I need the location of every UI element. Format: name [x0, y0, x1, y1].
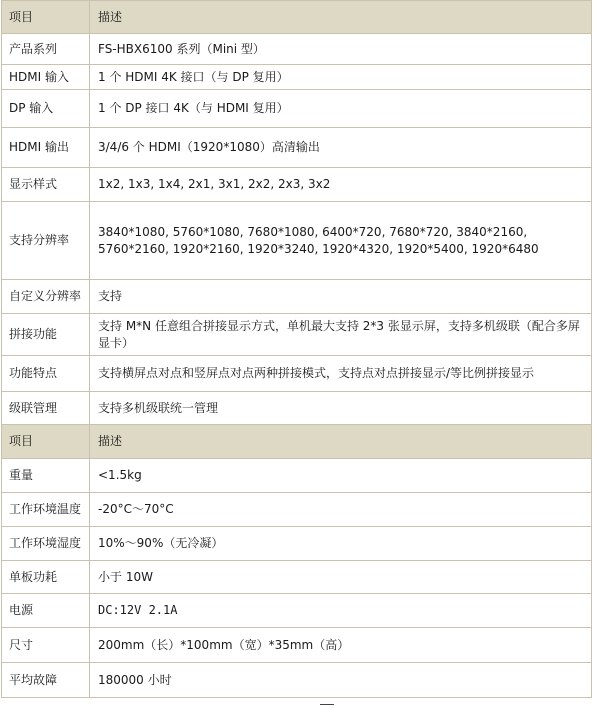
row-value: 200mm（长）*100mm（宽）*35mm（高）: [90, 628, 592, 663]
row-label: 平均故障: [2, 663, 90, 698]
header-description: 描述: [90, 425, 592, 459]
table-row: [2, 663, 592, 698]
row-label: 自定义分辨率: [2, 280, 90, 314]
page-edge-mark: [320, 704, 334, 705]
table-row: [2, 90, 592, 128]
row-label: 工作环境湿度: [2, 527, 90, 561]
table-row: [2, 65, 592, 90]
row-label: 重量: [2, 459, 90, 493]
table-row: [2, 628, 592, 663]
row-label: 功能特点: [2, 356, 90, 392]
table-row: [2, 314, 592, 356]
row-label: 尺寸: [2, 628, 90, 663]
row-value: 180000 小时: [90, 663, 592, 698]
row-value: 支持多机级联统一管理: [90, 392, 592, 425]
row-label: DP 输入: [2, 90, 90, 128]
table-row: [2, 493, 592, 527]
row-label: 电源: [2, 594, 90, 628]
row-label: 单板功耗: [2, 561, 90, 594]
row-label: 支持分辨率: [2, 202, 90, 280]
table-row: [2, 34, 592, 65]
table-row: [2, 168, 592, 202]
table-row: [2, 594, 592, 628]
table-row: [2, 527, 592, 561]
row-value: 1x2, 1x3, 1x4, 2x1, 3x1, 2x2, 2x3, 3x2: [90, 168, 592, 202]
row-label: 拼接功能: [2, 314, 90, 356]
row-label: 显示样式: [2, 168, 90, 202]
row-value: FS-HBX6100 系列（Mini 型）: [90, 34, 592, 65]
row-value: 支持 M*N 任意组合拼接显示方式，单机最大支持 2*3 张显示屏，支持多机级联（配合多屏显卡）: [90, 314, 592, 356]
row-label: 产品系列: [2, 34, 90, 65]
table-row: [2, 202, 592, 280]
row-value: 1 个 DP 接口 4K（与 HDMI 复用）: [90, 90, 592, 128]
row-value: 支持: [90, 280, 592, 314]
header-item: 项目: [2, 1, 90, 34]
row-value: 支持横屏点对点和竖屏点对点两种拼接模式，支持点对点拼接显示/等比例拼接显示: [90, 356, 592, 392]
table-row: [2, 356, 592, 392]
table-row: [2, 128, 592, 168]
header-description: 描述: [90, 1, 592, 34]
row-value: -20°C～70°C: [90, 493, 592, 527]
row-label: HDMI 输出: [2, 128, 90, 168]
table-row: [2, 392, 592, 425]
row-value: <1.5kg: [90, 459, 592, 493]
table-header-row: [2, 1, 592, 34]
row-value: DC:12V 2.1A: [90, 594, 592, 628]
row-value: 3/4/6 个 HDMI（1920*1080）高清输出: [90, 128, 592, 168]
row-value: 1 个 HDMI 4K 接口（与 DP 复用）: [90, 65, 592, 90]
row-value: 10%～90%（无冷凝）: [90, 527, 592, 561]
row-value: 3840*1080, 5760*1080, 7680*1080, 6400*720, 7680*720, 3840*2160, 5760*2160, 1920*2160, 1920*3240, 1920*4320, 1920*5400, 1920*6480: [90, 202, 592, 280]
table-row: [2, 459, 592, 493]
row-label: HDMI 输入: [2, 65, 90, 90]
table-row: [2, 280, 592, 314]
table-header-row: [2, 425, 592, 459]
row-label: 工作环境温度: [2, 493, 90, 527]
header-item: 项目: [2, 425, 90, 459]
spec-table: [1, 0, 592, 698]
row-label: 级联管理: [2, 392, 90, 425]
row-value: 小于 10W: [90, 561, 592, 594]
table-row: [2, 561, 592, 594]
